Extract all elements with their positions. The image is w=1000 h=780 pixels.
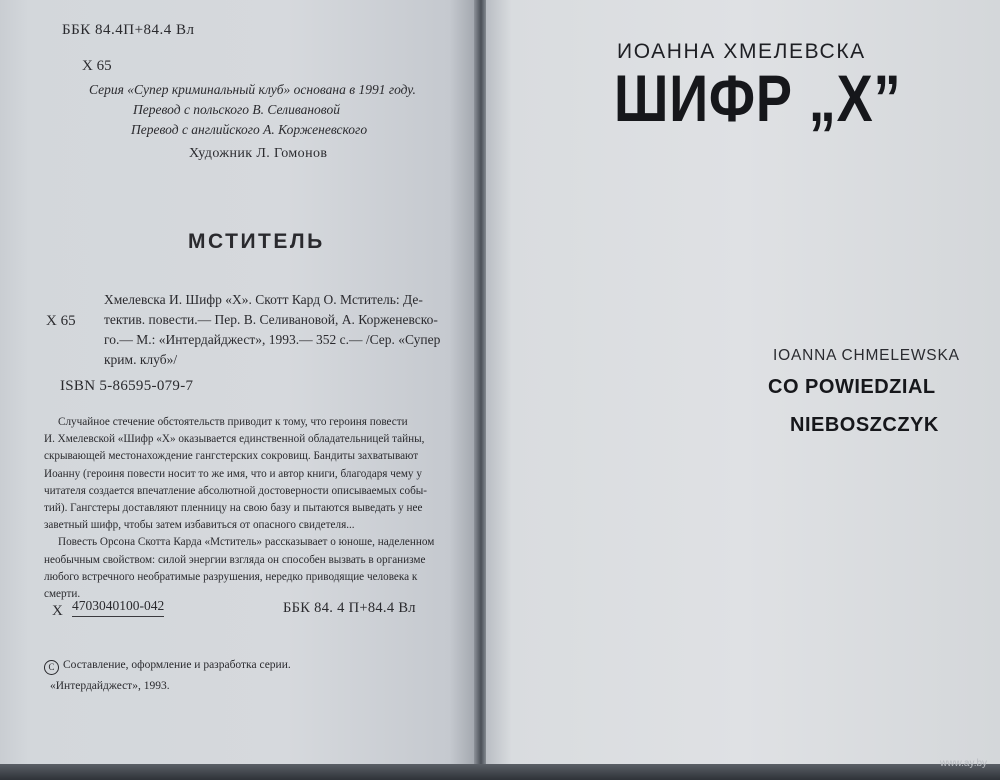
author-code-mid: Х 65: [46, 313, 76, 329]
book-bottom-edge: [0, 764, 1000, 780]
series-info: [89, 80, 416, 140]
copyright-icon: С: [44, 660, 59, 675]
annotation-line: скрывающей местонахождение гангстерских сокровищ. Бандиты захватывают: [44, 450, 419, 463]
annotation-line: И. Хмелевской «Шифр «Х» оказывается единственной обладательницей тайны,: [44, 433, 425, 446]
annotation-line: Случайное стечение обстоятельств приводит к тому, что героиня повести: [58, 416, 408, 428]
artist-credit: Художник Л. Гомонов: [189, 146, 328, 161]
copyright-line: «Интердайджест», 1993.: [50, 680, 170, 692]
biblio-line: крим. клуб»/: [104, 352, 178, 367]
translator-line-polish: Перевод с польского В. Селивановой: [133, 102, 340, 117]
biblio-line: тектив. повести.— Пер. В. Селивановой, А. Корженевско-: [104, 312, 438, 327]
annotation-line: Иоанну (героиня повести носит то же имя, что и автор книги, благодаря чему у: [44, 467, 422, 480]
price-code-number: 4703040100-042: [72, 598, 164, 617]
copyright-line: Составление, оформление и разработка серии.: [63, 659, 291, 671]
author-name-russian: ИОАННА ХМЕЛЕВСКА: [617, 40, 866, 63]
biblio-line: Хмелевска И. Шифр «Х». Скотт Кард О. Мститель: Де-: [104, 292, 423, 307]
author-name-polish: IOANNA CHMELEWSKA: [773, 347, 960, 364]
title-russian: ШИФР „Х”: [614, 61, 902, 135]
left-page: [0, 0, 478, 780]
annotation-line: читателя создается впечатление абсолютной достоверности описываемых собы-: [44, 484, 428, 497]
biblio-line: го.— М.: «Интердайджест», 1993.— 352 с.— /Сер. «Супер: [104, 332, 441, 347]
title-polish-line: NIEBOSZCZYK: [790, 414, 939, 436]
copyright-notice: [44, 655, 291, 697]
site-watermark: www.ay.by: [940, 758, 988, 769]
series-line: Серия «Супер криминальный клуб» основана в 1991 году.: [89, 82, 416, 97]
annotation-line: заветный шифр, чтобы затем избавиться от опасного свидетеля...: [44, 519, 355, 532]
annotation-line: смерти.: [44, 588, 81, 601]
annotation-line: тий). Гангстеры доставляют пленницу на свою базу и пытаются выведать у нее: [44, 502, 423, 515]
price-code-letter: Х: [52, 603, 63, 619]
library-code-top: ББК 84.4П+84.4 Вл: [62, 22, 195, 38]
author-code-top: Х 65: [82, 58, 112, 74]
title-polish: [768, 368, 939, 444]
title-polish-line: CO POWIEDZIAL: [768, 376, 936, 398]
bibliographic-record: [104, 290, 470, 370]
annotation-line: необычным свойством: силой энергии взгляда он способен вызвать в организме: [44, 553, 426, 566]
annotation-line: любого встречного необратимые разрушения, нередко приводящие человека к: [44, 570, 418, 583]
annotation-line: Повесть Орсона Скотта Карда «Мститель» рассказывает о юноше, наделенном: [58, 536, 435, 549]
isbn: ISBN 5-86595-079-7: [60, 378, 194, 394]
annotation: [44, 414, 464, 603]
translator-line-english: Перевод с английского А. Корженевского: [131, 122, 368, 137]
library-code-bottom: ББК 84. 4 П+84.4 Вл: [283, 600, 416, 616]
left-page-title: МСТИТЕЛЬ: [188, 230, 325, 253]
